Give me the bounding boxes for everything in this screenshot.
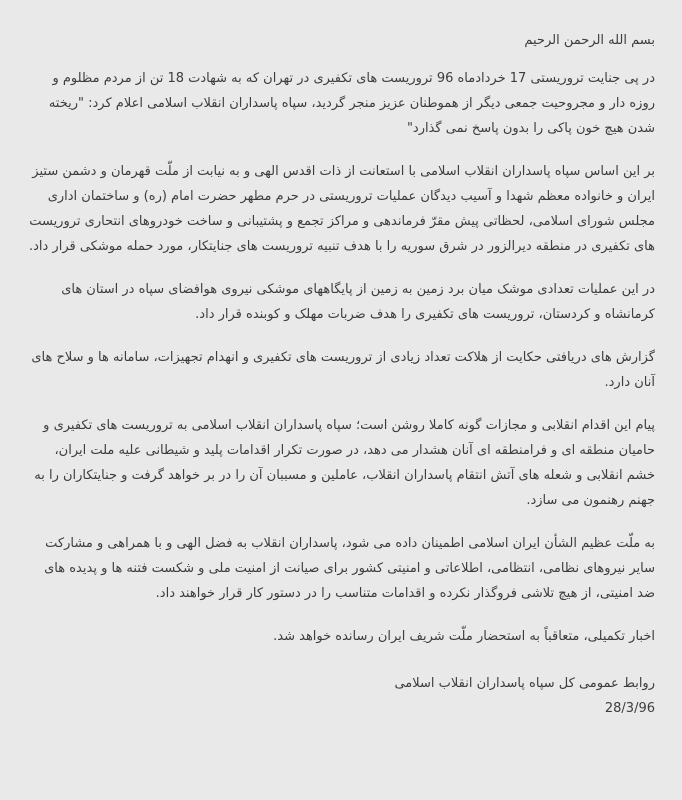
paragraph-missile-strike: بر این اساس سپاه پاسداران انقلاب اسلامی با استعانت از ذات اقدس الهی و به نیابت از ملّت قهرمان و دشمن ستیز ایران و خانواده معظم شهدا و آسیب دیدگان عملیات تروریستی در حرم مطهر حضرت امام (ره) و ساختمان اداری مجلس شورای اسلامی، لحظاتی پیش مقرّ فرماندهی و مراکز تجمع و پشتیبانی و ساخت خودروهای انتحاری تروریست های تکفیری در منطقه دیرالزور در شرق سوریه را با هدف تنبیه تروریست های جنایتکار، مورد حمله موشکی قرار داد. (28, 164, 655, 254)
paragraph-casualty-reports: گزارش های دریافتی حکایت از هلاکت تعداد زیادی از تروریست های تکفیری و انهدام تجهیزات، سامانه ها و سلاح های آنان دارد. (31, 350, 655, 390)
bismillah-line: بسم الله الرحمن الرحيم (524, 33, 655, 48)
paragraph-warning-message: پیام این اقدام انقلابی و مجازات گونه کاملا روشن است؛ سپاه پاسداران انقلاب اسلامی به تروریست های تکفیری و حامیان منطقه ای و فرامنطقه ای آنان هشدار می دهد، در صورت تکرار اقدامات پلید و شیطانی علیه ملت ایران، خشم انقلابی و شعله های آتش انتقام پاسداران انقلاب، عاملین و مسببان آن را در بر خواهد گرفت و جنایتکاران را به جهنم رهنمون می سازد. (34, 418, 655, 508)
paragraph-launch-bases: در این عملیات تعدادی موشک میان برد زمین به زمین از پایگاههای موشکی نیروی هوافضای سپاه در استان های کرمانشاه و کردستان، تروریست های تکفیری را هدف ضربات مهلک و کوبنده قرار داد. (61, 282, 655, 322)
paragraph-intro-attack: در پی جنایت تروریستی 17 خردادماه 96 تروریست های تکفیری در تهران که به شهادت 18 تن از مردم مظلوم و روزه دار و مجروحیت جمعی دیگر از هموطنان عزیز منجر گردید، سپاه پاسداران انقلاب اسلامی اعلام کرد: "ریخته شدن هیچ خون پاکی را بدون پاسخ نمی گذارد" (48, 71, 655, 136)
paragraph-assurance-to-nation: به ملّت عظیم الشأن ایران اسلامی اطمینان داده می شود، پاسداران انقلاب به فضل الهی و با همراهی و مشارکت سایر نیروهای نظامی، انتظامی، اطلاعاتی و امنیتی کشور برای صیانت از امنیت ملی و شکست فتنه ها و پدیده های ضد امنیتی، از هیچ تلاشی فروگذار نکرده و اقدامات متناسب را در دستور کار قرار خواهند داد. (44, 536, 655, 601)
paragraph-followup-news: اخبار تکمیلی، متعاقباً به استحضار ملّت شریف ایران رسانده خواهد شد. (273, 629, 655, 644)
date-line: 28/3/96 (604, 701, 655, 716)
signature-line: روابط عمومی کل سپاه پاسداران انقلاب اسلامی (394, 676, 655, 691)
